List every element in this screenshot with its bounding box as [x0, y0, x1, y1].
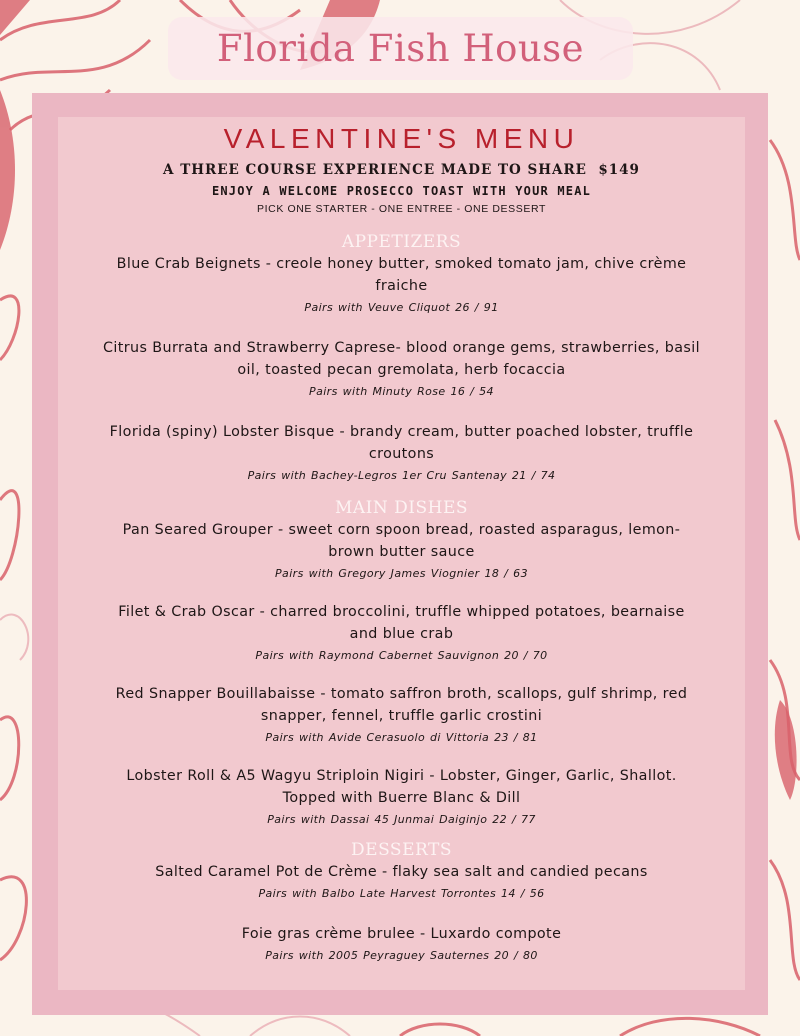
section-heading: MAIN DISHES: [334, 498, 469, 518]
section-heading: APPETIZERS: [341, 232, 462, 252]
menu-item: [72, 861, 732, 903]
wine-pairing: Pairs with 2005 Peyraguey Sauternes 20 / 80: [265, 949, 538, 962]
restaurant-name-banner: [168, 17, 633, 80]
menu-item: [72, 923, 732, 965]
dish-description: Foie gras crème brulee - Luxardo compote: [241, 926, 562, 942]
menu-item: [82, 337, 722, 401]
wine-pairing: Pairs with Veuve Cliquot 26 / 91: [304, 301, 499, 314]
menu-item: [102, 519, 702, 583]
wine-pairing: Pairs with Dassai 45 Junmai Daiginjo 22 / 77: [267, 813, 536, 826]
wine-pairing: Pairs with Raymond Cabernet Sauvignon 20 / 70: [255, 649, 548, 662]
subtitle-text: A THREE COURSE EXPERIENCE MADE TO SHARE: [163, 162, 587, 178]
menu-item: [72, 421, 732, 485]
section-heading: DESSERTS: [351, 840, 452, 860]
wine-pairing: Pairs with Gregory James Viognier 18 / 63: [275, 567, 528, 580]
wine-pairing: Pairs with Bachey-Legros 1er Cru Santenay 21 / 74: [247, 469, 556, 482]
wine-pairing: Pairs with Balbo Late Harvest Torrontes 14 / 56: [258, 887, 545, 900]
dish-description: Pan Seared Grouper - sweet corn spoon bread, roasted asparagus, lemon-brown butter sauce: [122, 522, 681, 560]
dish-description: Salted Caramel Pot de Crème - flaky sea salt and candied pecans: [155, 864, 648, 880]
menu-item: [82, 683, 722, 747]
dish-description: Filet & Crab Oscar - charred broccolini, truffle whipped potatoes, bearnaise and blue crab: [118, 604, 685, 642]
menu-title: VALENTINE'S MENU: [223, 123, 580, 154]
dish-description: Lobster Roll & A5 Wagyu Striploin Nigiri - Lobster, Ginger, Garlic, Shallot. Topped with Buerre Blanc & Dill: [126, 768, 677, 806]
wine-pairing: Pairs with Avide Cerasuolo di Vittoria 23 / 81: [265, 731, 538, 744]
section-items: [58, 519, 745, 829]
wine-pairing: Pairs with Minuty Rose 16 / 54: [309, 385, 494, 398]
menu-subtitle: [58, 160, 745, 180]
dish-description: Red Snapper Bouillabaisse - tomato saffron broth, scallops, gulf shrimp, red snapper, fennel, truffle garlic crostini: [115, 686, 688, 724]
dish-description: Florida (spiny) Lobster Bisque - brandy cream, butter poached lobster, truffle croutons: [109, 424, 694, 462]
menu-price: $149: [598, 162, 640, 178]
dish-description: Citrus Burrata and Strawberry Caprese- blood orange gems, strawberries, basil oil, toasted pecan gremolata, herb focaccia: [103, 340, 700, 378]
menu-sections: [58, 231, 745, 965]
menu-item: [102, 601, 702, 665]
dish-description: Blue Crab Beignets - creole honey butter, smoked tomato jam, chive crème fraiche: [116, 256, 687, 294]
welcome-note: ENJOY A WELCOME PROSECCO TOAST WITH YOUR MEAL: [211, 184, 592, 198]
selection-instructions: PICK ONE STARTER - ONE ENTREE - ONE DESSERT: [257, 203, 546, 215]
restaurant-name: Florida Fish House: [216, 27, 585, 70]
menu-section: [58, 231, 745, 485]
menu-section: [58, 497, 745, 829]
menu-panel: [58, 117, 745, 990]
menu-item: [82, 253, 722, 317]
menu-item: [102, 765, 702, 829]
section-items: [58, 253, 745, 485]
section-items: [58, 861, 745, 965]
menu-section: [58, 839, 745, 965]
